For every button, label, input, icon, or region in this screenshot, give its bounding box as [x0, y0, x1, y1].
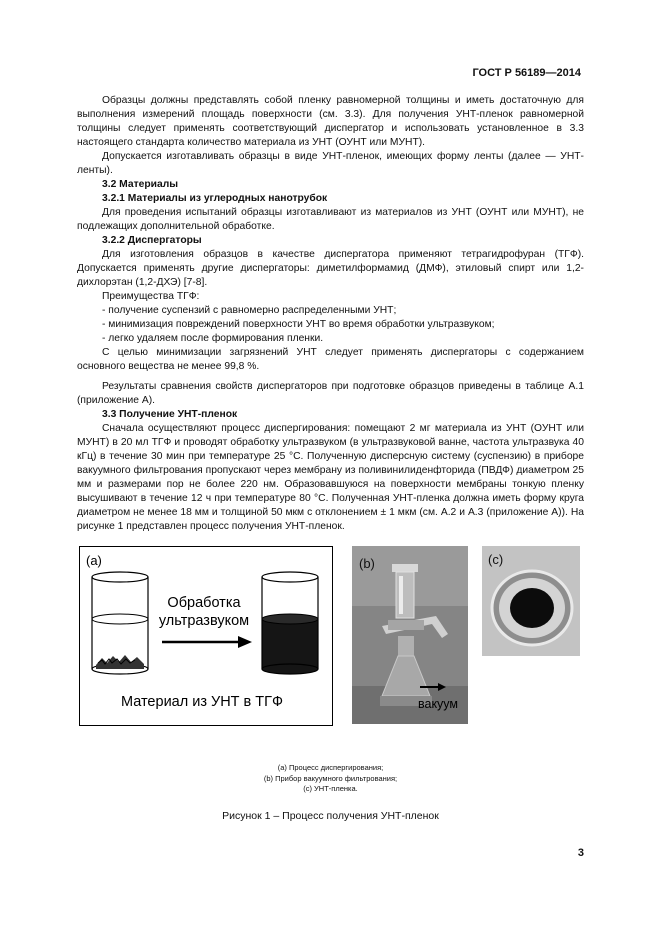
figure-title: Рисунок 1 – Процесс получения УНТ-пленок [222, 810, 439, 822]
list-item: - минимизация повреждений поверхности УНТ во время обработки ультразвуком; [102, 319, 495, 330]
panel-a-label: (a) [86, 553, 102, 568]
figure-panel-b [352, 546, 468, 724]
arrow-text-line1: Обработка [167, 595, 241, 611]
standard-header: ГОСТ Р 56189—2014 [472, 67, 581, 79]
vacuum-filtration-photo [352, 546, 468, 724]
vacuum-label: вакуум [418, 697, 459, 711]
process-arrow [162, 636, 252, 648]
caption-line: (c) УНТ-пленка. [303, 784, 358, 793]
page-number: 3 [577, 847, 584, 859]
paragraph: Допускается изготавливать образцы в виде УНТ-пленок, имеющих форму ленты (далее — УНТ-ленты). [77, 151, 584, 176]
paragraph: Образцы должны представлять собой пленку равномерной толщины и иметь достаточную для выполнения измерений площадь поверхности (см. 3.3). Для получения УНТ-пленок равномерной толщины следует применять соответствующий диспергатор и использовать установленное в 3.3 настоящего стандарта количество материала из УНТ (ОУНТ или МУНТ). [77, 95, 584, 148]
subsection-heading: 3.2.1 Материалы из углеродных нанотрубок [102, 193, 328, 204]
figure-panel-a [79, 546, 333, 726]
dispersion-diagram [80, 547, 332, 725]
paragraph: Преимущества ТГФ: [102, 291, 200, 302]
body-text [77, 94, 584, 534]
panel-b-label: (b) [359, 556, 375, 571]
paragraph: Результаты сравнения свойств диспергаторов при подготовке образцов приведены в таблице А.1 (приложение А). [77, 381, 584, 406]
list-item: - легко удаляем после формирования пленки. [102, 333, 324, 344]
cnt-film-photo [482, 546, 580, 656]
caption-line: (b) Прибор вакуумного фильтрования; [263, 773, 398, 783]
paragraph: Сначала осуществляют процесс диспергирования: помещают 2 мг материала из УНТ (ОУНТ или МУНТ) в 20 мл ТГФ и проводят обработку ультразвуком (в ультразвуковой ванне, частота ультразвука 40 кГц) в течение 30 мин при температуре 25 °С. Полученную дисперсную систему (суспензию) в приборе вакуумного фильтрования пропускают через мембрану из поливинилиденфторида (ПВДФ) диаметром 25 мм и размерами пор не более 220 нм. Образовавшуюся на поверхности мембраны тонкую пленку высушивают в течение 12 ч при температуре 80 °С. Полученная УНТ-пленка должна иметь форму круга диаметром не менее 18 мм и толщиной 50 мкм с отклонением ± 1 мкм (см. А.2 и А.3 (приложение А)). На рисунке 1 представлен процесс получения УНТ-пленок. [77, 423, 584, 532]
dispersion-label: Материал из УНТ в ТГФ [120, 694, 284, 710]
beaker-before [92, 572, 148, 674]
figure-panel-c [482, 546, 580, 656]
list-item: - получение суспензий с равномерно распределенными УНТ; [102, 305, 397, 316]
figure-captions [0, 763, 661, 795]
paragraph: Для проведения испытаний образцы изготавливают из материалов из УНТ (ОУНТ или МУНТ), не подлежащих дополнительной обработке. [77, 207, 584, 232]
caption-line: (a) Процесс диспергирования; [277, 763, 384, 772]
paragraph: Для изготовления образцов в качестве диспергатора применяют тетрагидрофуран (ТГФ). Допускается применять другие диспергаторы: диметилформамид (ДМФ), этиловый спирт или 1,2-дихлорэтан (1,2-ДХЭ) [7-8]. [77, 249, 584, 288]
paragraph: С целью минимизации загрязнений УНТ следует применять диспергаторы с содержанием основного вещества не менее 99,8 %. [77, 347, 584, 372]
arrow-text-line2: ультразвуком [158, 613, 250, 629]
beaker-after [262, 572, 318, 674]
section-heading: 3.3 Получение УНТ-пленок [102, 409, 238, 420]
panel-c-label: (c) [488, 552, 504, 567]
section-heading: 3.2 Материалы [102, 179, 179, 190]
subsection-heading: 3.2.2 Диспергаторы [102, 235, 202, 246]
